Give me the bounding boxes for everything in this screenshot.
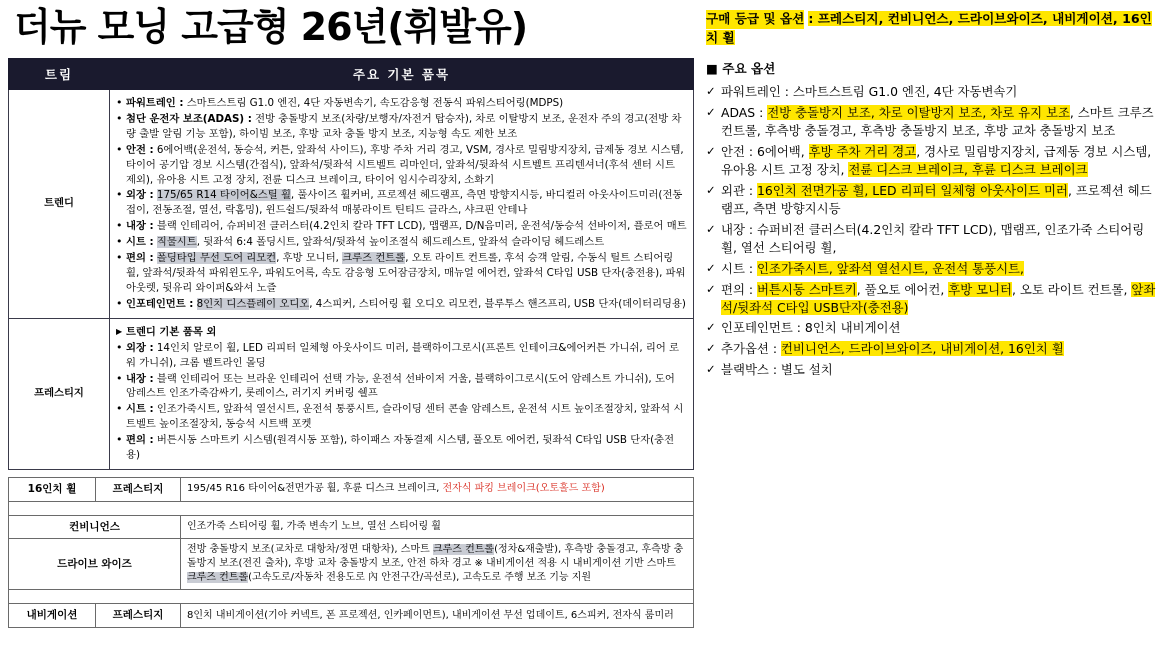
- list-item: [116, 402, 687, 432]
- trim-name: 프레스티지: [9, 318, 110, 469]
- item-label: 트렌디 기본 품목 외: [126, 325, 217, 338]
- list-item: ✓ 블랙박스 : 별도 설치: [706, 361, 1162, 379]
- table-row: [9, 515, 694, 539]
- list-item: ✓ 파워트레인 : 스마트스트림 G1.0 엔진, 4단 자동변속기: [706, 83, 1162, 101]
- list-item: [116, 143, 687, 188]
- item-text: 6에어백(운전석, 동승석, 커튼, 앞좌석 사이드), 후방 주차 거리 경고, VSM, 경사로 밀림방지장치, 급제동 경보 시스템, 타이어 공기압 경보 시스템(간접식), 앞좌석/뒷좌석 시트벨트 리마인더, 앞좌석/뒷좌석 시트벨트 프리텐셔너(후석 센터 시트 제외), 유아용 시트 고정 장치, 전륜 디스크 브레이크, 타이어 임시수리장치, 소화기: [126, 143, 684, 186]
- item-text: 블랙 인테리어, 슈퍼비전 클러스터(4.2인치 칼라 TFT LCD), 맵램프, D/N음미러, 운전석/동승석 선바이저, 플로어 매트: [153, 220, 687, 233]
- list-item: [116, 235, 687, 250]
- list-item: [116, 96, 687, 111]
- table-row: [9, 604, 694, 628]
- trim-items: [110, 318, 694, 469]
- package-desc: 전방 충돌방지 보조(교차로 대항차/정면 대항차), 스마트 크루즈 컨트롤(정차&재출발), 후측방 충돌경고, 후측방 충돌방지 보조(전진 출차), 후방 교차 충돌방지 보조, 안전 하차 경고 ※ 내비게이션 적용 시 내비게이션 기반 스마트 크루즈 컨트롤(고속도로/자동차 전용도로 內 안전구간/곡선로), 고속도로 주행 보조 기능 지원: [181, 539, 694, 590]
- item-label: 편의 :: [126, 434, 154, 447]
- trim-items: [110, 89, 694, 318]
- table-row: [9, 539, 694, 590]
- trim-spec-table: [8, 58, 694, 470]
- list-item: [116, 372, 687, 402]
- list-item: [116, 325, 687, 340]
- purchase-grade-title: 구매 등급 및 옵션: [706, 10, 804, 29]
- item-text: 8인치 디스플레이 오디오, 4스피커, 스티어링 휠 오디오 리모컨, 블루투스 핸즈프리, USB 단자(데이터리딩용): [196, 297, 686, 310]
- item-text: 직물시트, 뒷좌석 6:4 폴딩시트, 앞좌석/뒷좌석 높이조절식 헤드레스트, 앞좌석 슬라이딩 헤드레스트: [156, 236, 605, 249]
- package-name: 컨비니언스: [9, 515, 181, 539]
- package-trim: 프레스티지: [96, 478, 181, 502]
- package-desc-highlight: 전자식 파킹 브레이크(오토홀드 포함): [442, 483, 605, 495]
- list-item: ✓ 외관 : 16인치 전면가공 휠, LED 리피터 일체형 아웃사이드 미러, 프로젝션 헤드램프, 측면 방향지시등: [706, 182, 1162, 218]
- item-text: 폴딩타입 무선 도어 리모컨, 후방 모니터, 크루즈 컨트롤, 오토 라이트 컨트롤, 후석 승객 알림, 수동식 틸트 스티어링 휠, 앞좌석/뒷좌석 파워윈도우, 파워도어록, 속도 감응형 도어잠금장치, 매뉴얼 에어컨, 앞좌석 C타입 USB 단자(충전용), 파워아웃렛, 뒷유리 와이퍼&와셔 노즐: [126, 252, 686, 294]
- list-item: ✓ 시트 : 인조가죽시트, 앞좌석 열선시트, 운전석 통풍시트,: [706, 260, 1162, 278]
- list-item: [116, 341, 687, 371]
- item-label: 인포테인먼트 :: [126, 297, 194, 310]
- main-options-title: ■ 주요 옵션: [706, 60, 776, 76]
- list-item: [116, 251, 687, 296]
- item-label: 파워트레인 :: [126, 96, 184, 109]
- right-column: [706, 10, 1162, 382]
- list-item: ✓ 편의 : 버튼시동 스마트키, 풀오토 에어컨, 후방 모니터, 오토 라이트 컨트롤, 앞좌석/뒷좌석 C타입 USB단자(충전용): [706, 281, 1162, 317]
- item-text: 블랙 인테리어 또는 브라운 인테리어 선택 가능, 운전석 선바이저 거울, 블랙하이그로시(도어 암레스트 가니쉬), 도어 암레스트 인조가죽감싸기, 롯레이스, 러기지 커버링 쉘프: [126, 372, 675, 400]
- option-package-table: [8, 477, 694, 628]
- item-text: 14인치 알로이 휠, LED 리피터 일체형 아웃사이드 미러, 블랙하이그로시(프론트 인테이크&에어커튼 가니쉬, 리어 로워 가니쉬), 크롬 벨트라인 몰딩: [126, 341, 680, 369]
- list-item: [116, 433, 687, 463]
- item-text: 버튼시동 스마트키 시스템(원격시동 포함), 하이패스 자동결제 시스템, 풀오토 에어컨, 뒷좌석 C타입 USB 단자(충전용): [126, 434, 675, 462]
- list-item: [116, 297, 687, 312]
- package-trim: 프레스티지: [96, 604, 181, 628]
- table-row: [9, 89, 694, 318]
- package-name: 내비게이션: [9, 604, 96, 628]
- page-title: 더뉴 모닝 고급형 26년(휘발유): [14, 5, 528, 49]
- item-label: 외장 :: [126, 189, 154, 202]
- main-options-list: [706, 83, 1162, 380]
- list-item: [116, 112, 687, 142]
- list-item: ✓ 인포테인먼트 : 8인치 내비게이션: [706, 319, 1162, 337]
- package-name: 16인치 휠: [9, 478, 96, 502]
- package-desc: [181, 478, 694, 502]
- item-text: 스마트스트림 G1.0 엔진, 4단 자동변속기, 속도감응형 전동식 파워스티어링(MDPS): [183, 96, 564, 109]
- list-item: [116, 188, 687, 218]
- left-column: [8, 6, 698, 628]
- item-label: 안전 :: [126, 143, 154, 156]
- list-item: ✓ ADAS : 전방 충돌방지 보조, 차로 이탈방지 보조, 차로 유지 보조, 스마트 크루즈 컨트롤, 후측방 충돌경고, 후측방 충돌방지 보조, 후방 교차 충돌방지 보조: [706, 104, 1162, 140]
- item-text: 전방 충돌방지 보조(차량/보행자/자전거 탑승자), 차로 이탈방지 보조, 운전자 주의 경고(전방 차량 출발 알림 기능 포함), 하이빔 보조, 후방 교차 충돌 방지 보조, 지능형 속도 제한 보조: [126, 112, 682, 140]
- list-item: [116, 219, 687, 234]
- package-desc: 인조가죽 스티어링 휠, 가죽 변속기 노브, 열선 스티어링 휠: [181, 515, 694, 539]
- header-items: 주요 기본 품목: [110, 58, 694, 89]
- item-label: 내장 :: [126, 372, 154, 385]
- item-label: 외장 :: [126, 341, 154, 354]
- list-item: ✓ 추가옵션 : 컨비니언스, 드라이브와이즈, 내비게이션, 16인치 휠: [706, 340, 1162, 358]
- table-row: [9, 318, 694, 469]
- purchase-grade-block: [706, 10, 1162, 48]
- item-label: 내장 :: [126, 220, 154, 233]
- list-item: ✓ 안전 : 6에어백, 후방 주차 거리 경고, 경사로 밀림방지장치, 급제동 경보 시스템, 유아용 시트 고정 장치, 전륜 디스크 브레이크, 후륜 디스크 브레이크: [706, 143, 1162, 179]
- list-item: ✓ 내장 : 슈퍼비전 클러스터(4.2인치 칼라 TFT LCD), 맵램프, 인조가죽 스티어링 휠, 열선 스티어링 휠,: [706, 221, 1162, 257]
- item-text: 인조가죽시트, 앞좌석 열선시트, 운전석 통풍시트, 슬라이딩 센터 콘솔 암레스트, 운전석 시트 높이조절장치, 앞좌석 시트벨트 높이조절장치, 동승석 시트백 포켓: [126, 403, 684, 431]
- header-trim: 트림: [9, 58, 110, 89]
- package-desc-text: 195/45 R16 타이어&전면가공 휠, 후륜 디스크 브레이크,: [187, 483, 443, 495]
- table-row: [9, 478, 694, 502]
- table-header-row: [9, 58, 694, 89]
- package-name: 드라이브 와이즈: [9, 539, 181, 590]
- item-label: 편의 :: [126, 252, 154, 265]
- trim-name: 트렌디: [9, 89, 110, 318]
- package-desc: 8인치 내비게이션(기아 커넥트, 폰 프로젝션, 인카페이먼트), 내비게이션 무선 업데이트, 6스피커, 전자식 룸미러: [181, 604, 694, 628]
- purchase-grade-options: : 프레스티지, 컨비니언스, 드라이브와이즈, 내비게이션, 16인치 휠: [706, 11, 1152, 45]
- item-label: 시트 :: [126, 403, 154, 416]
- item-label: 첨단 운전자 보조(ADAS) :: [126, 112, 252, 125]
- item-label: 시트 :: [126, 236, 154, 249]
- item-text: 175/65 R14 타이어&스틸 휠, 풀사이즈 휠커버, 프로젝션 헤드램프, 측면 방향지시등, 바디컬러 아웃사이드미러(전동접이, 전동조절, 열선, 락홈밍), 윈드쉴드/뒷좌석 매봉라이트 틴티드 글라스, 샤크핀 안테나: [126, 189, 683, 217]
